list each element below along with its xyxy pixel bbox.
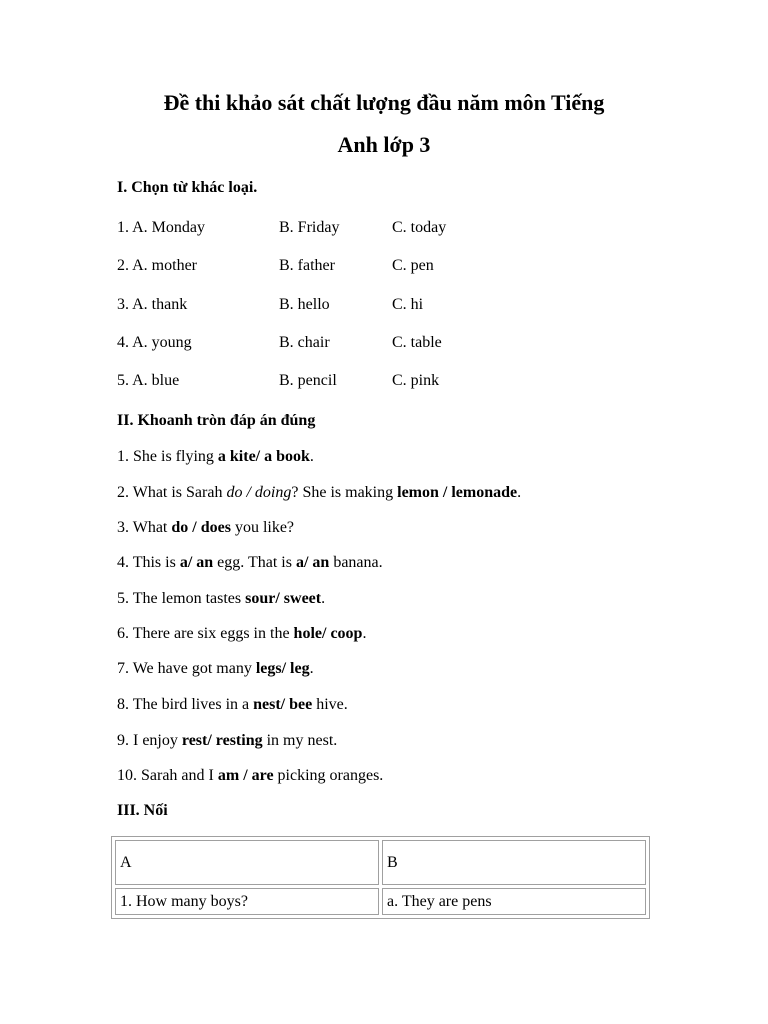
sentence-text: you like?	[230, 519, 295, 536]
option-c: C. today	[392, 219, 447, 236]
sentence-text: 7. We have got many	[117, 660, 256, 677]
sentence-text: .	[517, 484, 522, 501]
column-a-header: A	[115, 840, 379, 885]
answer-choice: hole/ coop	[293, 625, 363, 642]
sentence-text: ? She is making	[291, 484, 398, 501]
sentence-text: 4. This is	[117, 554, 180, 571]
answer-choice: rest/ resting	[181, 732, 263, 749]
document-title-line-1: Đề thi khảo sát chất lượng đầu năm môn Tiếng	[163, 90, 605, 115]
option-c: C. pen	[392, 257, 434, 274]
option-c: C. table	[392, 334, 442, 351]
option-b: B. chair	[279, 334, 330, 351]
question-sentence	[117, 731, 337, 751]
sentence-text: 3. What	[117, 519, 172, 536]
option-b: B. pencil	[279, 372, 337, 389]
question-sentence	[117, 695, 348, 715]
sentence-text: hive.	[312, 696, 348, 713]
option-b: B. father	[279, 257, 335, 274]
sentence-text: banana.	[329, 554, 383, 571]
table-header-row	[115, 840, 646, 885]
sentence-text: .	[362, 625, 367, 642]
sentence-text: picking oranges.	[273, 767, 384, 784]
question-sentence	[117, 589, 325, 609]
table-cell-b: a. They are pens	[382, 888, 646, 915]
answer-choice: sour/ sweet	[245, 590, 322, 607]
option-a: 4. A. young	[117, 334, 192, 351]
section-2-heading: II. Khoanh tròn đáp án đúng	[117, 412, 316, 429]
sentence-text: 1. She is flying	[117, 448, 218, 465]
option-b: B. Friday	[279, 219, 340, 236]
option-a: 1. A. Monday	[117, 219, 205, 236]
option-b: B. hello	[279, 296, 330, 313]
question-sentence	[117, 624, 366, 644]
answer-choice: lemon / lemonade	[397, 484, 518, 501]
option-a: 2. A. mother	[117, 257, 197, 274]
answer-choice: nest/ bee	[253, 696, 313, 713]
matching-table	[111, 836, 650, 919]
section-3-heading: III. Nối	[117, 802, 168, 819]
document-title-line-2: Anh lớp 3	[337, 132, 431, 157]
sentence-text: .	[321, 590, 326, 607]
section-1-heading: I. Chọn từ khác loại.	[117, 179, 258, 196]
sentence-text: .	[309, 660, 314, 677]
column-b-header: B	[382, 840, 646, 885]
answer-choice: legs/ leg	[255, 660, 310, 677]
sentence-text: egg. That is	[213, 554, 296, 571]
answer-choice: do / doing	[226, 484, 292, 501]
question-sentence	[117, 659, 314, 679]
option-c: C. pink	[392, 372, 440, 389]
sentence-text: in my nest.	[262, 732, 338, 749]
answer-choice: am / are	[217, 767, 274, 784]
sentence-text: .	[309, 448, 314, 465]
sentence-text: 10. Sarah and I	[117, 767, 218, 784]
question-sentence	[117, 483, 521, 503]
question-sentence	[117, 553, 383, 573]
table-row	[115, 888, 646, 915]
option-c: C. hi	[392, 296, 424, 313]
table-cell-a: 1. How many boys?	[115, 888, 379, 915]
sentence-text: 5. The lemon tastes	[117, 590, 246, 607]
sentence-text: 8. The bird lives in a	[117, 696, 254, 713]
answer-choice: a/ an	[295, 554, 330, 571]
answer-choice: a/ an	[179, 554, 214, 571]
question-sentence	[117, 447, 314, 467]
question-sentence	[117, 518, 294, 538]
answer-choice: a kite/ a book	[217, 448, 310, 465]
option-a: 5. A. blue	[117, 372, 180, 389]
answer-choice: do / does	[171, 519, 231, 536]
question-sentence	[117, 766, 383, 786]
sentence-text: 9. I enjoy	[117, 732, 182, 749]
sentence-text: 6. There are six eggs in the	[117, 625, 294, 642]
sentence-text: 2. What is Sarah	[117, 484, 227, 501]
option-a: 3. A. thank	[117, 296, 188, 313]
